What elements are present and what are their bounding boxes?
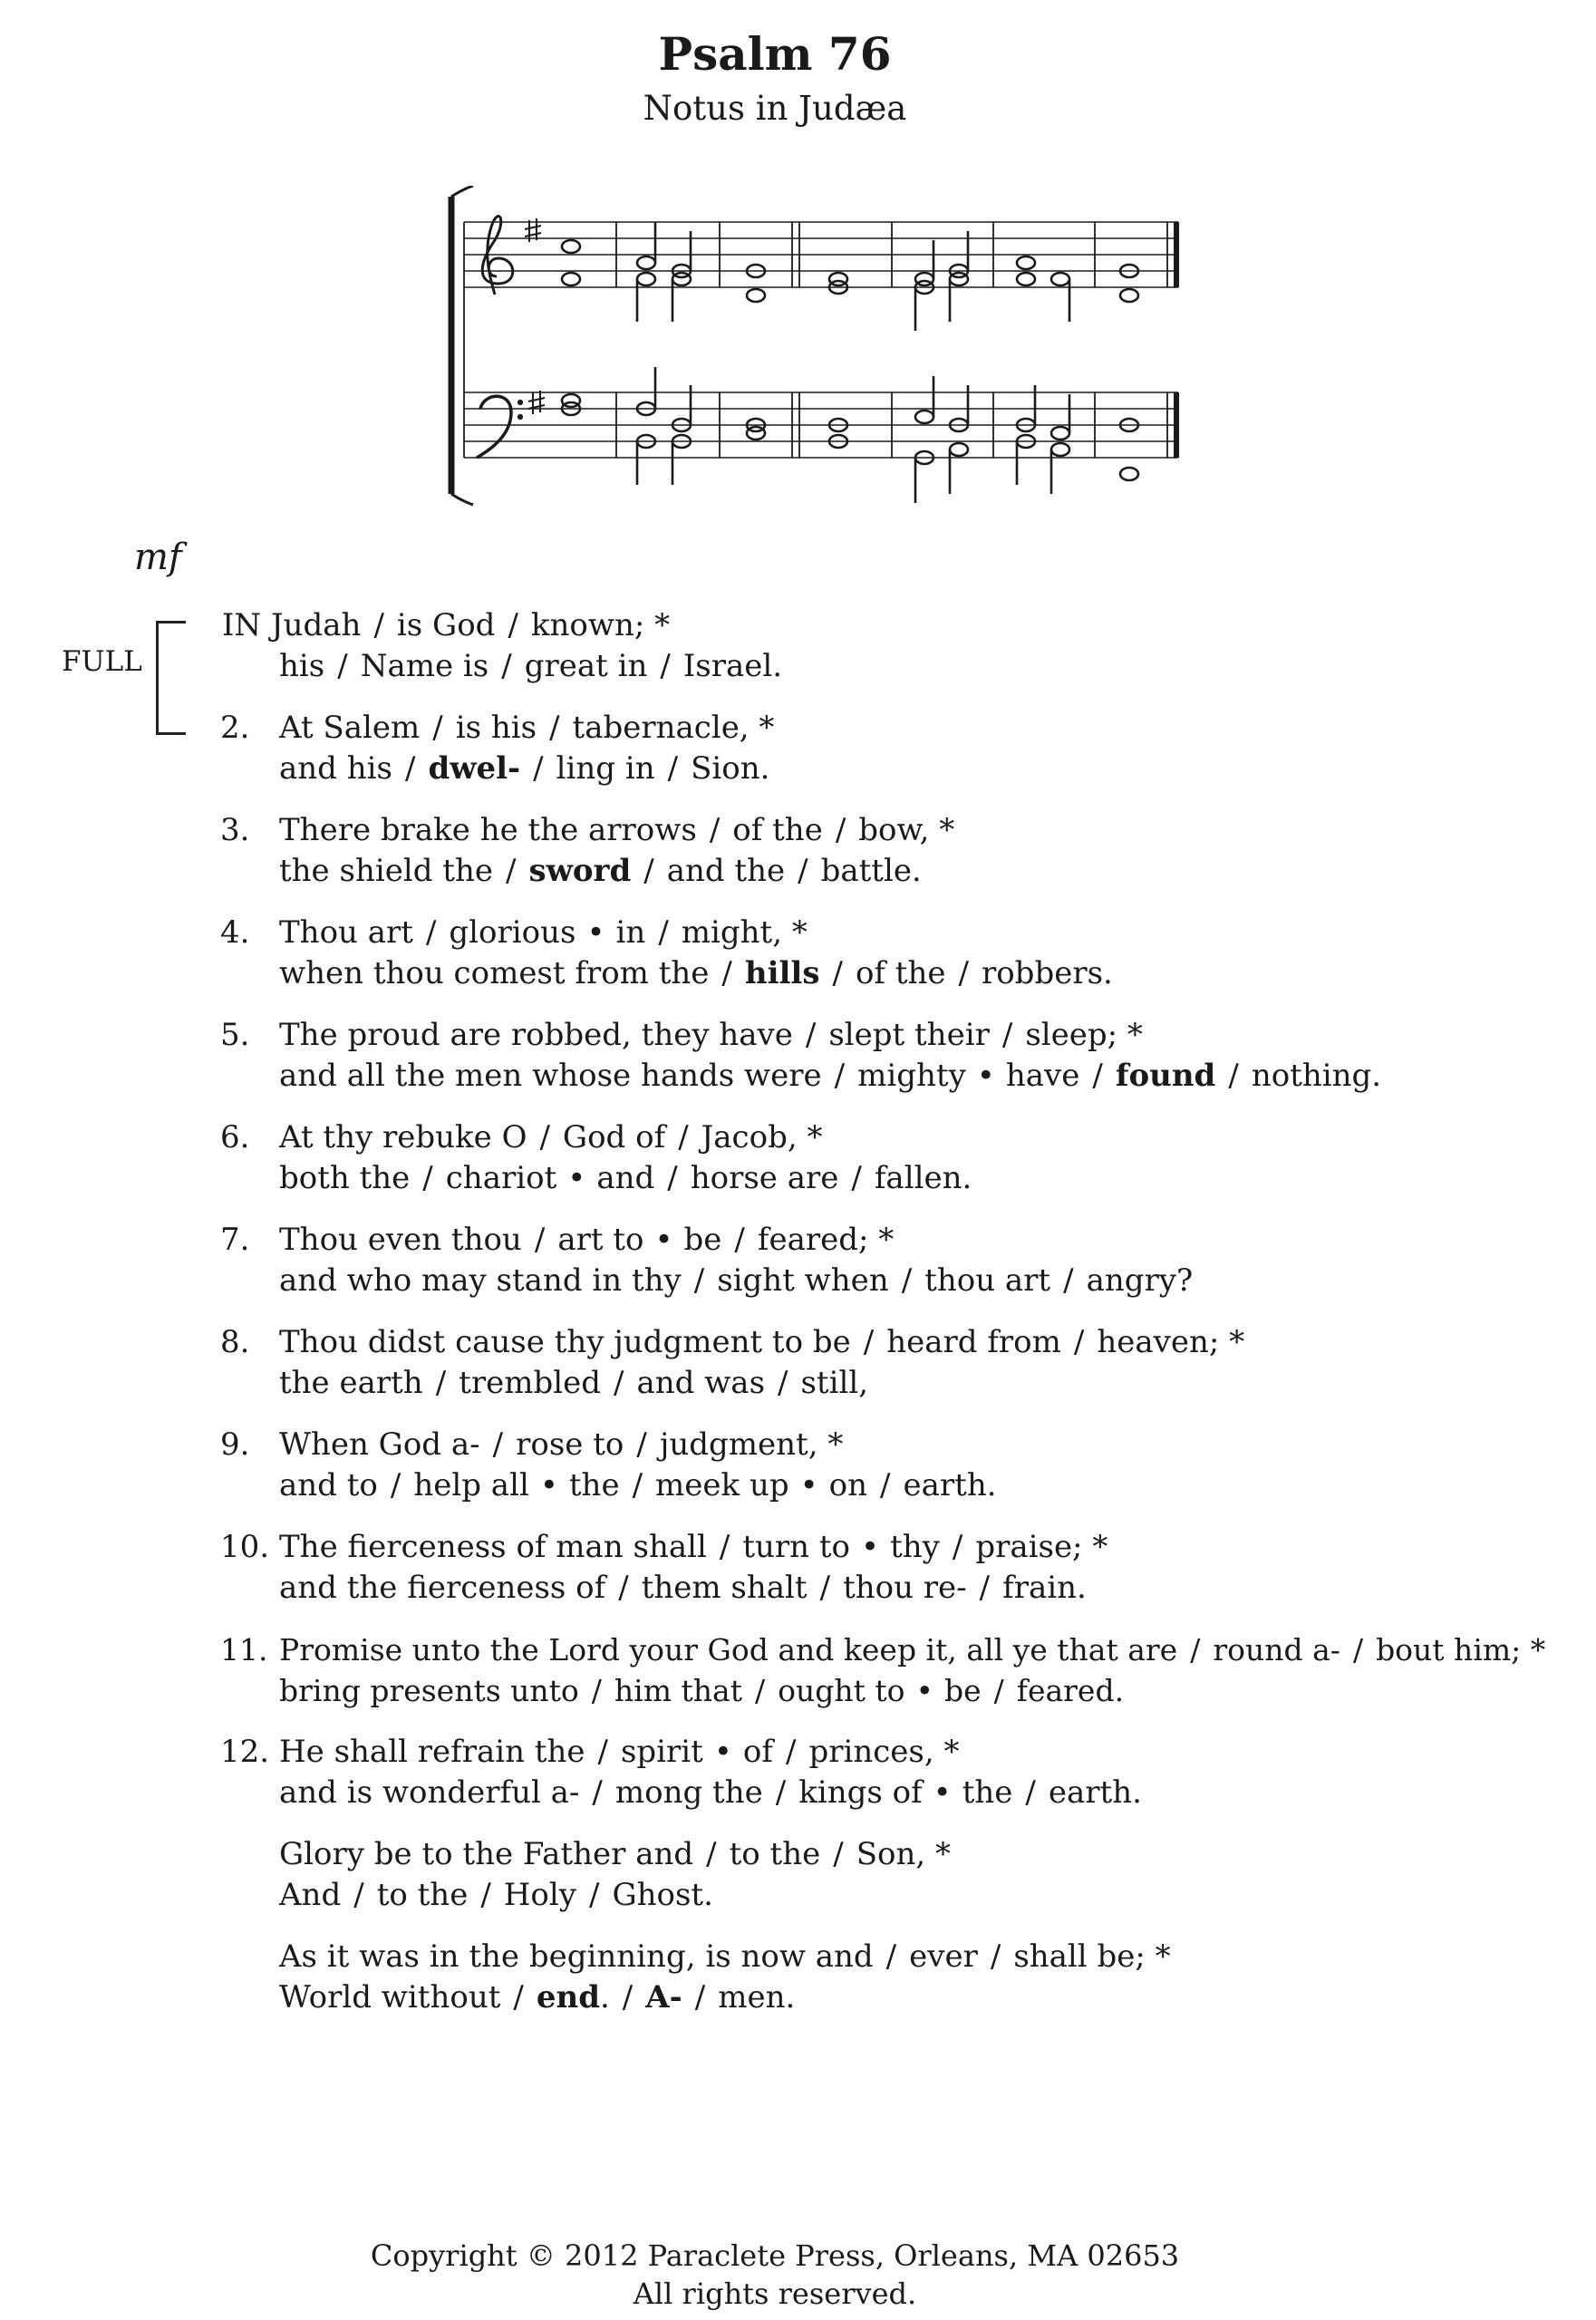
verse-number: 11.: [220, 1632, 268, 1668]
verse-line-2: and is wonderful a- / mong the / kings of • the / earth.: [279, 1774, 1142, 1811]
page-title: Psalm 76: [658, 27, 892, 81]
verse-line-1: At Salem / is his / tabernacle, *: [279, 710, 775, 746]
verse-number: 4.: [220, 914, 250, 951]
verse-line-2: the earth / trembled / and was / still,: [279, 1365, 869, 1401]
verse-line-2: and all the men whose hands were / mighty • have / found / nothing.: [279, 1058, 1382, 1094]
verse-line-2: And / to the / Holy / Ghost.: [279, 1877, 713, 1913]
verse-line-2: his / Name is / great in / Israel.: [279, 648, 783, 684]
dynamic-marking: mf: [134, 536, 182, 578]
verse-number: 5.: [220, 1017, 250, 1053]
verse-line-1: Thou didst cause thy judgment to be / heard from / heaven; *: [279, 1324, 1245, 1360]
verse-number: 6.: [220, 1119, 250, 1155]
verse-line-1: At thy rebuke O / God of / Jacob, *: [279, 1119, 823, 1155]
copyright: [0, 2237, 1550, 2313]
verse-number: 10.: [220, 1529, 270, 1565]
verse-line-2: and who may stand in thy / sight when / thou art / angry?: [279, 1262, 1194, 1299]
verse-number: 2.: [220, 710, 250, 746]
copyright-line: Copyright © 2012 Paraclete Press, Orleans, MA 02653: [370, 2238, 1180, 2273]
verse-line-2: when thou comest from the / hills / of the / robbers.: [279, 955, 1113, 991]
verse-line-1: The fierceness of man shall / turn to • thy / praise; *: [279, 1529, 1108, 1565]
verse-number: 12.: [220, 1734, 270, 1770]
verse-line-1: Glory be to the Father and / to the / Son, *: [279, 1836, 951, 1872]
verse-line-2: World without / end. / A- / men.: [279, 1979, 796, 2016]
verse-line-1: There brake he the arrows / of the / bow, *: [279, 812, 955, 848]
verse-line-2: and the fierceness of / them shalt / thou re- / frain.: [279, 1570, 1087, 1606]
verse-line-2: and to / help all • the / meek up • on / earth.: [279, 1467, 997, 1503]
rights-line: All rights reserved.: [633, 2276, 917, 2311]
verse-line-1: IN Judah / is God / known; *: [222, 607, 671, 643]
verse-line-2: and his / dwel- / ling in / Sion.: [279, 750, 770, 787]
verse-line-1: As it was in the beginning, is now and / ever / shall be; *: [279, 1938, 1171, 1975]
verse-number: 7.: [220, 1222, 250, 1258]
verse-line-1: The proud are robbed, they have / slept their / sleep; *: [279, 1017, 1143, 1053]
music-score: [435, 186, 1196, 530]
page-subtitle: Notus in Judæa: [643, 89, 907, 128]
verse-line-1: When God a- / rose to / judgment, *: [279, 1426, 844, 1463]
verse-line-2: both the / chariot • and / horse are / fallen.: [279, 1160, 972, 1196]
verse-line-1: Thou even thou / art to • be / feared; *: [279, 1222, 895, 1258]
verse-number: 8.: [220, 1324, 250, 1360]
verse-line-2: bring presents unto / him that / ought to • be / feared.: [279, 1673, 1125, 1708]
verse-line-1: He shall refrain the / spirit • of / princes, *: [279, 1734, 960, 1770]
verse-line-1: Thou art / glorious • in / might, *: [279, 914, 808, 951]
verse-line-1: Promise unto the Lord your God and keep it, all ye that are / round a- / bout him; *: [279, 1632, 1546, 1668]
verse-number: 3.: [220, 812, 250, 848]
verse-number: 9.: [220, 1426, 250, 1463]
verse-line-2: the shield the / sword / and the / battle.: [279, 853, 922, 889]
full-label: FULL: [62, 645, 142, 678]
full-bracket: [156, 621, 186, 735]
